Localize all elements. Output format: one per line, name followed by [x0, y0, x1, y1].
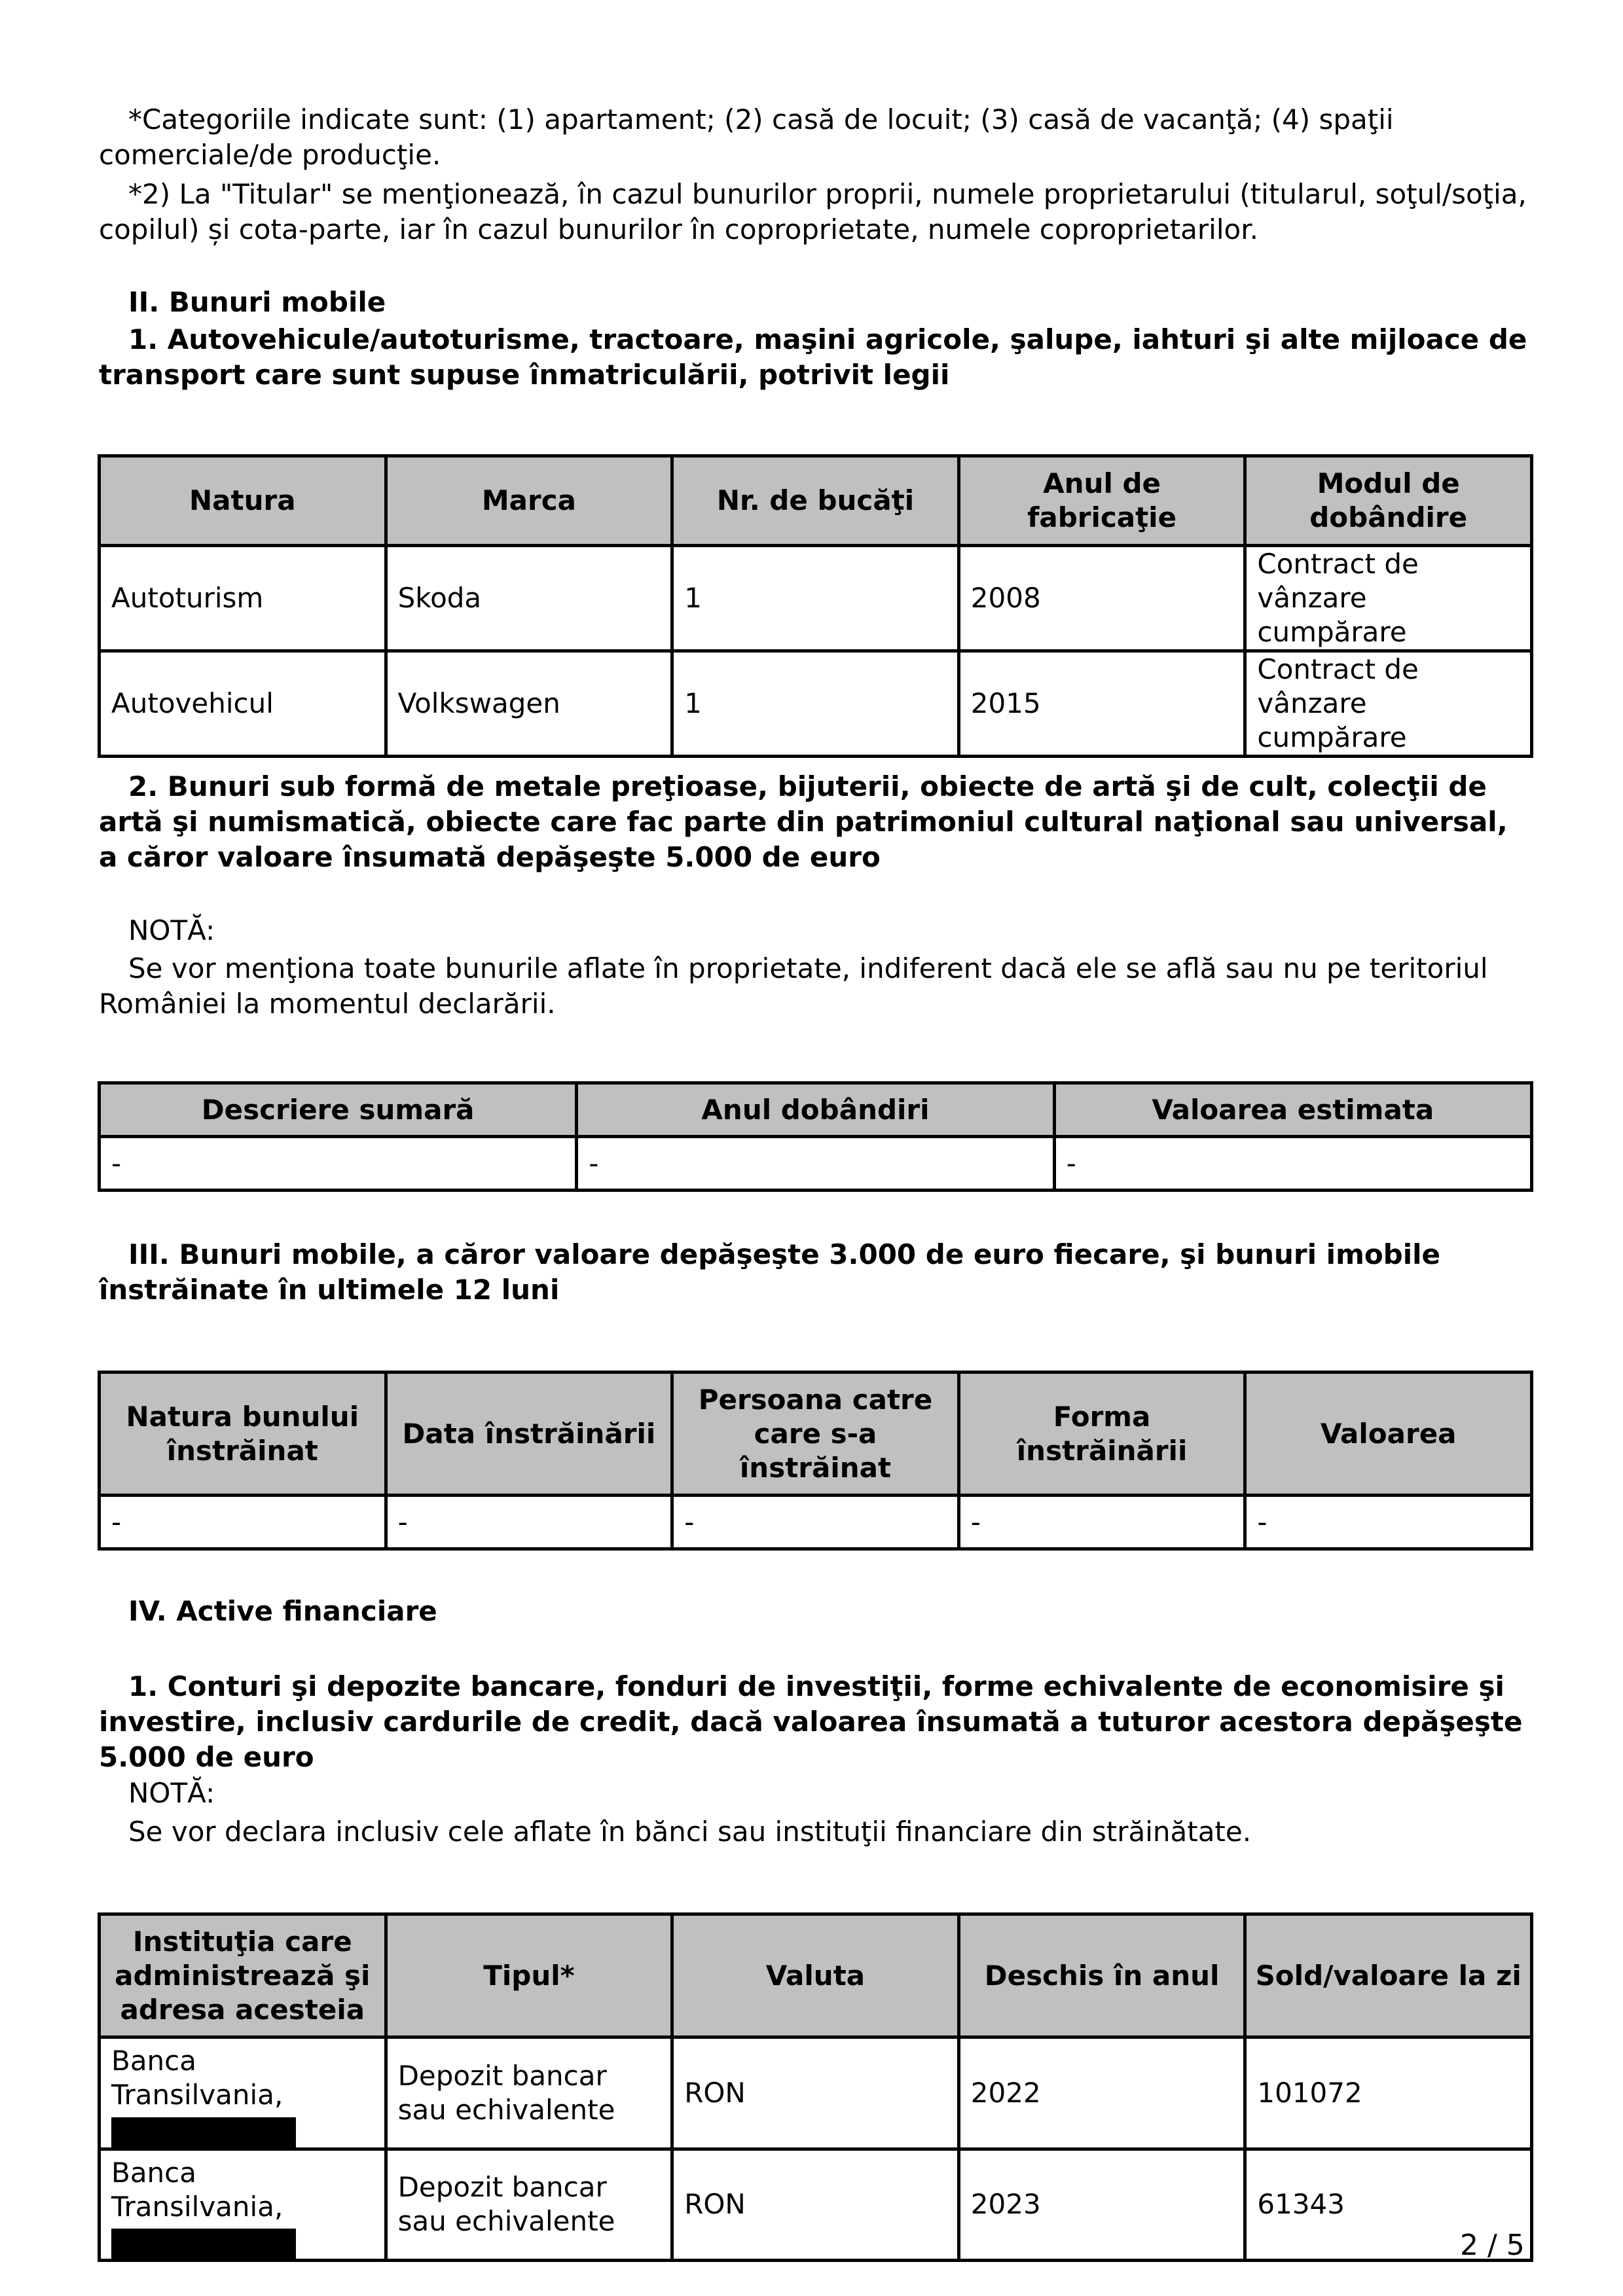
- col-header-marca: Marca: [386, 456, 672, 546]
- note-text: Se vor menţiona toate bunurile aflate în proprietate, indiferent dacă ele se află sau nu pe teritoriul României la momentul declarării.: [99, 952, 1488, 1020]
- table-header-row: [100, 1083, 1532, 1137]
- col-header-deschis-anul: Deschis în anul: [958, 1914, 1245, 2037]
- table-cell: -: [672, 1496, 959, 1549]
- valuables-table: [98, 1081, 1533, 1192]
- vehicles-table: [98, 454, 1533, 758]
- col-header-valoarea: Valoarea: [1245, 1372, 1532, 1496]
- table-row: [100, 2037, 1532, 2149]
- table-cell: 1: [672, 546, 959, 651]
- col-header-data-instrainarii: Data înstrăinării: [386, 1372, 672, 1496]
- table-cell: RON: [672, 2149, 959, 2261]
- table-cell: -: [577, 1137, 1054, 1191]
- table-cell: 2023: [958, 2149, 1245, 2261]
- table-row: [100, 1496, 1532, 1549]
- section-title-active-financiare: IV. Active financiare: [128, 1595, 437, 1627]
- col-header-valuta: Valuta: [672, 1914, 959, 2037]
- table-row: [100, 651, 1532, 757]
- table-header-row: [100, 1914, 1532, 2037]
- table-cell: -: [1054, 1137, 1531, 1191]
- note-text: Se vor declara inclusiv cele aflate în bănci sau instituţii financiare din străinătate.: [128, 1816, 1252, 1848]
- col-header-modul-dobandire: Modul de dobândire: [1245, 456, 1532, 546]
- subsection-title-autovehicule: 1. Autovehicule/autoturisme, tractoare, maşini agricole, şalupe, iahturi şi alte mijloace de transport care sunt supuse înmatriculării, potrivit legii: [99, 323, 1527, 391]
- table-cell: 61343: [1245, 2149, 1532, 2261]
- table-cell: Volkswagen: [386, 651, 672, 757]
- page-number: 2 / 5: [1460, 2229, 1525, 2262]
- table-cell: RON: [672, 2037, 959, 2149]
- alienated-assets-table: [98, 1371, 1533, 1551]
- subsection-title-conturi: 1. Conturi şi depozite bancare, fonduri de investiţii, forme echivalente de economisire şi investire, inclusiv cardurile de credit, dacă valoarea însumată a tuturor acestora depăşeşte 5.000 de euro: [99, 1670, 1523, 1773]
- table-cell: 2022: [958, 2037, 1245, 2149]
- footnote-titular: *2) La "Titular" se menţionează, în cazul bunurilor proprii, numele proprietarului (titularul, soţul/soţia, copilul) și cota-parte, iar în cazul bunurilor în coproprietate, numele coproprietarilor.: [99, 178, 1527, 245]
- col-header-persoana: Persoana catre care s-a înstrăinat: [672, 1372, 959, 1496]
- col-header-institutia: Instituţia care administrează şi adresa acesteia: [100, 1914, 386, 2037]
- table-cell: Autovehicul: [100, 651, 386, 757]
- table-cell: Depozit bancar sau echivalente: [386, 2149, 672, 2261]
- table-cell: Skoda: [386, 546, 672, 651]
- table-cell: [100, 2149, 386, 2261]
- bank-accounts-table: [98, 1912, 1533, 2262]
- col-header-anul-fabricatie: Anul de fabricaţie: [958, 456, 1245, 546]
- table-cell: 2008: [958, 546, 1245, 651]
- col-header-tipul: Tipul*: [386, 1914, 672, 2037]
- footnote-categories: *Categoriile indicate sunt: (1) apartament; (2) casă de locuit; (3) casă de vacanţă; (4) spaţii comerciale/de producţie.: [99, 103, 1394, 171]
- redaction-block: [111, 2229, 296, 2259]
- col-header-nr-bucati: Nr. de bucăţi: [672, 456, 959, 546]
- table-header-row: [100, 1372, 1532, 1496]
- table-row: [100, 1137, 1532, 1191]
- table-cell: 2015: [958, 651, 1245, 757]
- col-header-valoarea-estimata: Valoarea estimata: [1054, 1083, 1531, 1137]
- col-header-sold: Sold/valoare la zi: [1245, 1914, 1532, 2037]
- col-header-forma-instrainarii: Forma înstrăinării: [958, 1372, 1245, 1496]
- table-cell: -: [1245, 1496, 1532, 1549]
- table-cell: Contract de vânzare cumpărare: [1245, 546, 1532, 651]
- table-cell: -: [100, 1137, 577, 1191]
- bank-name: Banca Transilvania,: [111, 2156, 283, 2223]
- table-cell: -: [958, 1496, 1245, 1549]
- table-cell: [100, 2037, 386, 2149]
- table-cell: Depozit bancar sau echivalente: [386, 2037, 672, 2149]
- note-label: NOTĂ:: [128, 914, 215, 946]
- table-cell: 101072: [1245, 2037, 1532, 2149]
- col-header-natura-bunului: Natura bunului înstrăinat: [100, 1372, 386, 1496]
- table-row: [100, 2149, 1532, 2261]
- table-cell: Autoturism: [100, 546, 386, 651]
- note-label: NOTĂ:: [128, 1777, 215, 1809]
- subsection-title-metale-pretioase: 2. Bunuri sub formă de metale preţioase, bijuterii, obiecte de artă şi de cult, colecţii de artă şi numismatică, obiecte care fac parte din patrimoniul cultural naţional sau universal, a căror valoare însumată depăşeşte 5.000 de euro: [99, 770, 1508, 873]
- section-title-bunuri-mobile: II. Bunuri mobile: [128, 286, 386, 318]
- col-header-descriere: Descriere sumară: [100, 1083, 577, 1137]
- table-cell: -: [386, 1496, 672, 1549]
- redaction-block: [111, 2117, 296, 2147]
- section-title-instrainate: III. Bunuri mobile, a căror valoare depăşeşte 3.000 de euro fiecare, şi bunuri imobile înstrăinate în ultimele 12 luni: [99, 1238, 1441, 1306]
- table-cell: -: [100, 1496, 386, 1549]
- col-header-anul-dobandiri: Anul dobândiri: [577, 1083, 1054, 1137]
- bank-name: Banca Transilvania,: [111, 2045, 283, 2111]
- table-cell: 1: [672, 651, 959, 757]
- col-header-natura: Natura: [100, 456, 386, 546]
- table-header-row: [100, 456, 1532, 546]
- table-row: [100, 546, 1532, 651]
- table-cell: Contract de vânzare cumpărare: [1245, 651, 1532, 757]
